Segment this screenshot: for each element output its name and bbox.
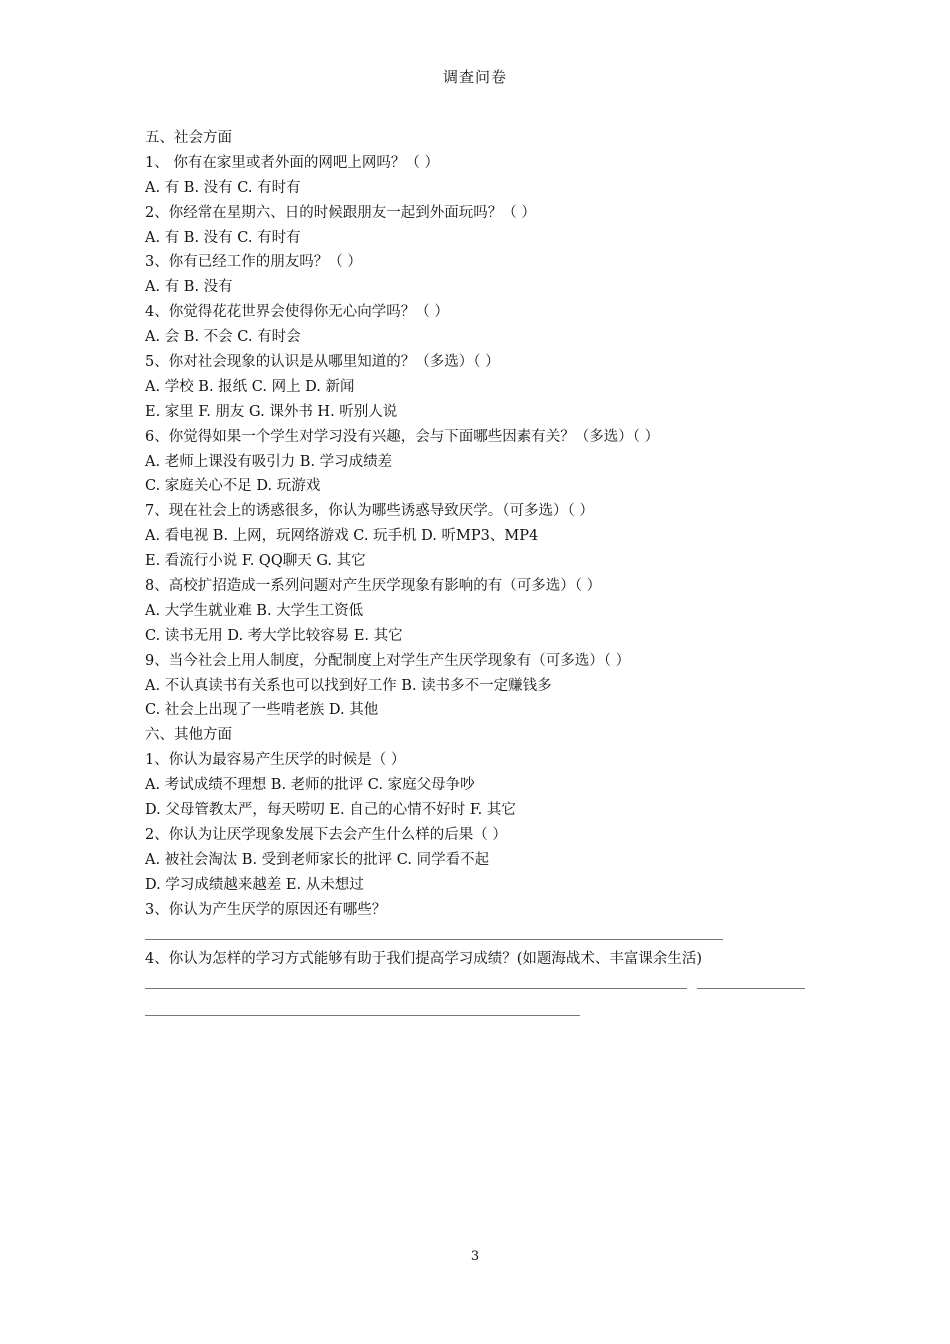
section-heading-social: 五、社会方面 bbox=[145, 130, 232, 146]
question-line: 7、现在社会上的诱惑很多，你认为哪些诱惑导致厌学。（可多选）（ ） bbox=[145, 503, 594, 520]
options-line: A. 老师上课没有吸引力 B. 学习成绩差 bbox=[145, 453, 393, 470]
question-line: 1、 你有在家里或者外面的网吧上网吗？（ ） bbox=[145, 154, 439, 171]
options-line: A. 有 B. 没有 C. 有时有 bbox=[145, 229, 301, 246]
blank-line bbox=[145, 923, 825, 948]
page-number: 3 bbox=[470, 1249, 480, 1264]
question-line: 4、你觉得花花世界会使得你无心向学吗？（ ） bbox=[145, 304, 449, 321]
options-line: C. 家庭关心不足 D. 玩游戏 bbox=[145, 478, 321, 495]
questionnaire-body bbox=[145, 126, 825, 972]
options-line: A. 看电视 B. 上网，玩网络游戏 C. 玩手机 D. 听MP3、MP4 bbox=[145, 528, 539, 545]
options-line: D. 父母管教太严，每天唠叨 E. 自己的心情不好时 F. 其它 bbox=[145, 802, 516, 819]
question-line: 3、你有已经工作的朋友吗？（ ） bbox=[145, 254, 362, 271]
question-line: 1、你认为最容易产生厌学的时候是（ ） bbox=[145, 752, 406, 769]
question-line: 4、你认为怎样的学习方式能够有助于我们提高学习成绩？(如题海战术、丰富课余生活) bbox=[145, 951, 703, 968]
options-line: E. 家里 F. 朋友 G. 课外书 H. 听别人说 bbox=[145, 403, 398, 420]
options-line: A. 会 B. 不会 C. 有时会 bbox=[145, 329, 301, 346]
question-line: 2、你经常在星期六、日的时候跟朋友一起到外面玩吗？（ ） bbox=[145, 204, 536, 221]
options-line: E. 看流行小说 F. QQ聊天 G. 其它 bbox=[145, 553, 366, 570]
question-line: 3、你认为产生厌学的原因还有哪些？ bbox=[145, 901, 387, 918]
options-line: A. 有 B. 没有 C. 有时有 bbox=[145, 179, 301, 196]
options-line: A. 被社会淘汰 B. 受到老师家长的批评 C. 同学看不起 bbox=[145, 851, 490, 868]
options-line: A. 不认真读书有关系也可以找到好工作 B. 读书多不一定赚钱多 bbox=[145, 677, 552, 694]
question-line: 2、你认为让厌学现象发展下去会产生什么样的后果（ ） bbox=[145, 826, 507, 843]
options-line: C. 读书无用 D. 考大学比较容易 E. 其它 bbox=[145, 627, 403, 644]
options-line: A. 考试成绩不理想 B. 老师的批评 C. 家庭父母争吵 bbox=[145, 777, 475, 794]
answer-line[interactable] bbox=[145, 939, 723, 940]
options-line: C. 社会上出现了一些啃老族 D. 其他 bbox=[145, 702, 379, 719]
options-line: A. 大学生就业难 B. 大学生工资低 bbox=[145, 602, 364, 619]
question-line: 8、高校扩招造成一系列问题对产生厌学现象有影响的有（可多选）（ ） bbox=[145, 578, 602, 595]
answer-line[interactable] bbox=[145, 1015, 580, 1016]
question-line: 9、当今社会上用人制度，分配制度上对学生产生厌学现象有（可多选）（ ） bbox=[145, 652, 631, 669]
question-line: 6、你觉得如果一个学生对学习没有兴趣，会与下面哪些因素有关？（多选）（ ） bbox=[145, 428, 660, 445]
section-heading-other: 六、其他方面 bbox=[145, 727, 232, 744]
options-line: A. 学校 B. 报纸 C. 网上 D. 新闻 bbox=[145, 378, 355, 395]
options-line: D. 学习成绩越来越差 E. 从未想过 bbox=[145, 876, 364, 893]
options-line: A. 有 B. 没有 bbox=[145, 279, 233, 296]
answer-line[interactable] bbox=[145, 988, 687, 989]
answer-line[interactable] bbox=[697, 988, 805, 989]
question-line: 5、你对社会现象的认识是从哪里知道的？（多选）（ ） bbox=[145, 354, 500, 371]
document-title: 调查问卷 bbox=[442, 68, 507, 86]
